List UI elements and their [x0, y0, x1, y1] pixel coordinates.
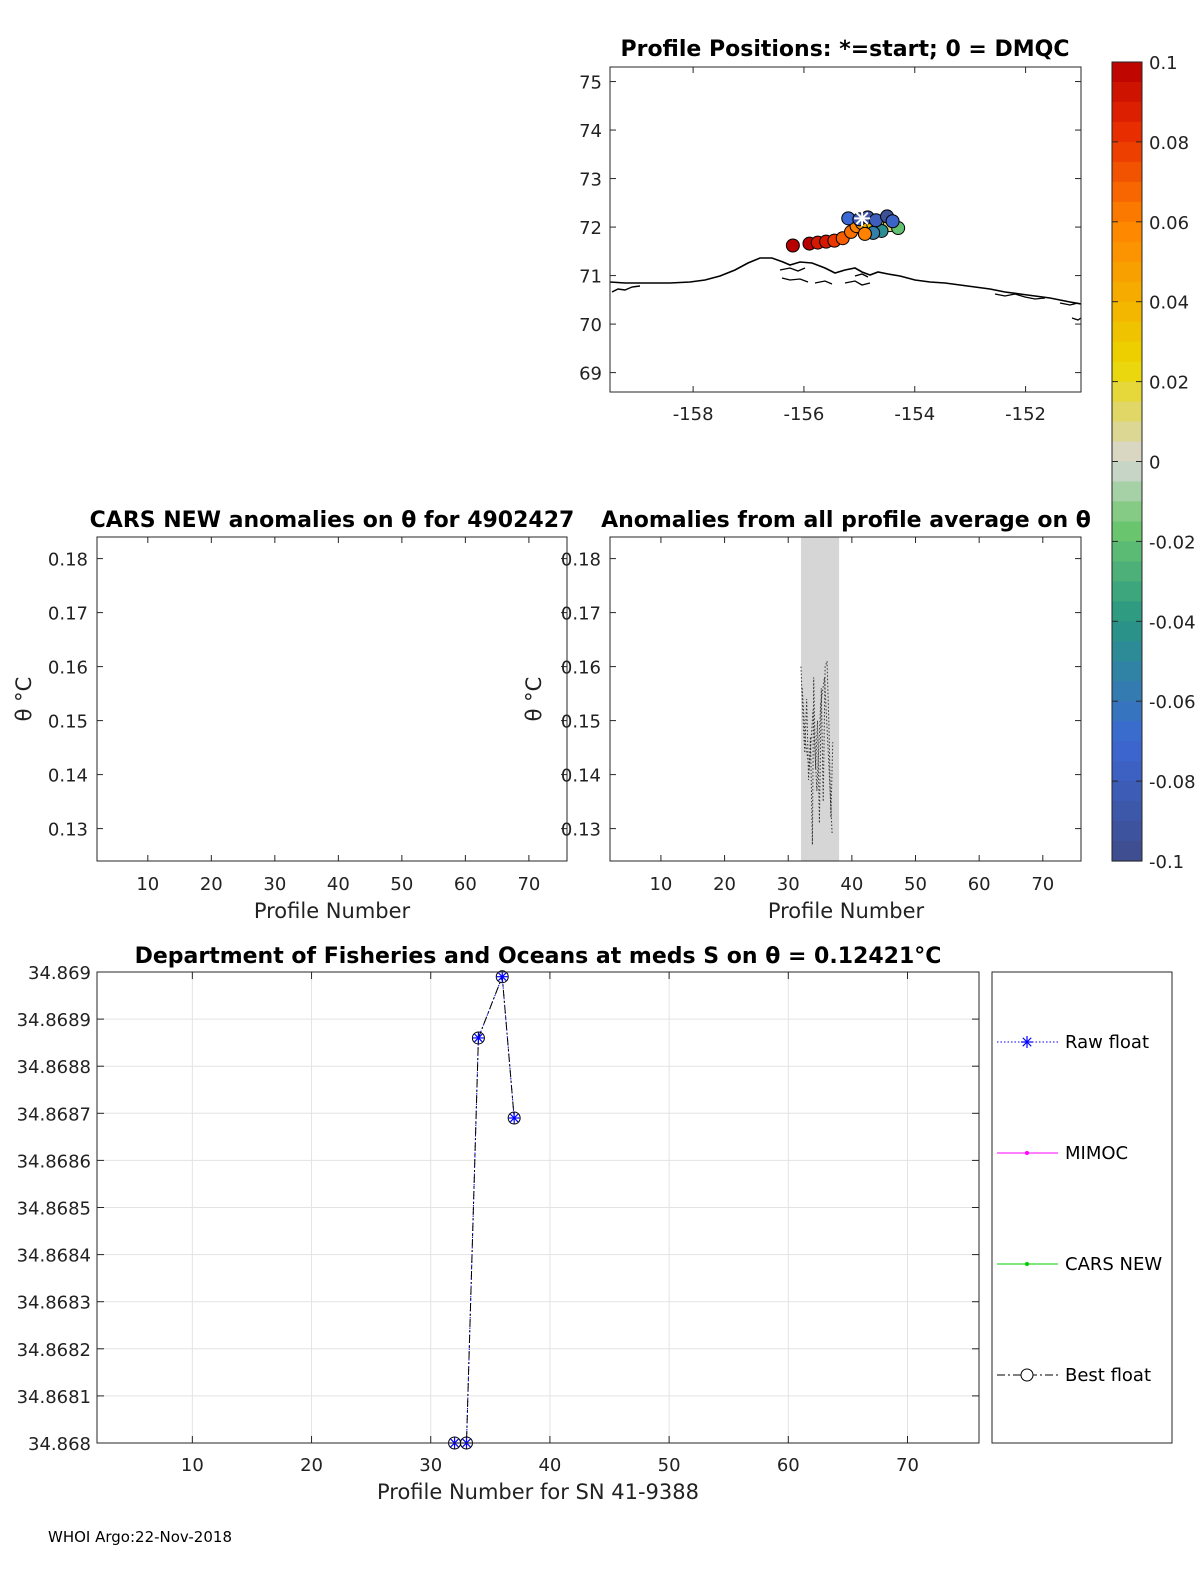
colorbar-band	[1112, 182, 1142, 203]
x-tick-label: 70	[1031, 874, 1055, 895]
colorbar-band	[1112, 82, 1142, 103]
footer-timestamp: WHOI Argo:22-Nov-2018	[48, 1528, 232, 1546]
colorbar-tick-label: -0.02	[1149, 532, 1196, 554]
legend-label: MIMOC	[1065, 1143, 1129, 1164]
colorbar-tick-label: 0.04	[1149, 292, 1190, 314]
salinity-y-tick-label: 34.868	[28, 1434, 91, 1455]
colorbar-tick-label: 0.1	[1149, 53, 1178, 74]
map-y-tick-label: 73	[579, 169, 602, 191]
salinity-y-tick-label: 34.869	[28, 963, 91, 984]
positions-map	[579, 37, 1081, 425]
colorbar-band	[1112, 601, 1142, 622]
x-tick-label: 10	[649, 874, 673, 895]
map-y-tick-label: 69	[579, 363, 602, 385]
salinity-panel	[17, 944, 979, 1504]
colorbar-tick-label: 0.02	[1149, 372, 1190, 394]
cars-y-label: θ °C	[12, 676, 36, 722]
y-tick-label: 0.13	[47, 819, 88, 841]
colorbar-band	[1112, 661, 1142, 682]
position-point	[786, 239, 799, 252]
salinity-x-tick-label: 30	[419, 1455, 443, 1476]
salinity-y-tick-label: 34.8685	[16, 1198, 91, 1220]
cars-axes-box	[97, 537, 567, 861]
colorbar-band	[1112, 501, 1142, 522]
x-tick-label: 50	[390, 874, 414, 895]
x-tick-label: 60	[453, 874, 477, 895]
colorbar-band	[1112, 62, 1142, 83]
salinity-y-tick-label: 34.8687	[16, 1104, 91, 1126]
y-tick-label: 0.16	[47, 657, 88, 679]
legend-label: CARS NEW	[1065, 1254, 1163, 1275]
x-tick-label: 20	[199, 874, 223, 895]
x-tick-label: 10	[136, 874, 160, 895]
y-tick-label: 0.15	[47, 711, 88, 733]
salinity-x-tick-label: 10	[180, 1455, 204, 1476]
x-tick-label: 60	[967, 874, 991, 895]
colorbar-band	[1112, 681, 1142, 702]
colorbar-band	[1112, 282, 1142, 303]
colorbar-band	[1112, 801, 1142, 822]
colorbar-band	[1112, 781, 1142, 802]
colorbar-band	[1112, 122, 1142, 143]
colorbar-tick-label: 0	[1149, 452, 1161, 474]
colorbar-band	[1112, 202, 1142, 223]
colorbar-band	[1112, 481, 1142, 502]
salinity-title: Department of Fisheries and Oceans at meds S on θ = 0.12421°C	[134, 944, 942, 969]
colorbar-tick-label: -0.06	[1149, 692, 1196, 714]
y-tick-label: 0.15	[560, 711, 601, 733]
profile-anom-x-label: Profile Number	[767, 899, 925, 923]
colorbar-band	[1112, 342, 1142, 363]
map-y-tick-label: 74	[579, 121, 602, 143]
x-tick-label: 40	[326, 874, 350, 895]
colorbar-band	[1112, 222, 1142, 243]
salinity-y-tick-label: 34.8686	[16, 1151, 91, 1173]
colorbar-tick-label: -0.04	[1149, 612, 1196, 634]
profile-anom-plot-area	[610, 537, 1081, 861]
colorbar-band	[1112, 302, 1142, 323]
colorbar-band	[1112, 262, 1142, 283]
legend-label: Best float	[1065, 1365, 1152, 1386]
y-tick-label: 0.14	[560, 765, 601, 787]
colorbar-band	[1112, 641, 1142, 662]
position-point	[886, 215, 899, 228]
x-tick-label: 40	[840, 874, 864, 895]
y-tick-label: 0.16	[560, 657, 601, 679]
colorbar-band	[1112, 102, 1142, 123]
colorbar	[1112, 53, 1196, 873]
colorbar-band	[1112, 841, 1142, 862]
colorbar-band	[1112, 462, 1142, 483]
colorbar-band	[1112, 422, 1142, 443]
x-tick-label: 30	[776, 874, 800, 895]
map-y-tick-label: 70	[579, 315, 602, 337]
x-tick-label: 20	[713, 874, 737, 895]
legend	[992, 972, 1172, 1443]
salinity-x-label: Profile Number for SN 41-9388	[376, 1480, 700, 1504]
colorbar-band	[1112, 382, 1142, 403]
map-y-tick-label: 71	[579, 266, 602, 288]
legend-label: Raw float	[1065, 1032, 1150, 1053]
colorbar-band	[1112, 402, 1142, 423]
map-x-tick-label: -152	[1005, 404, 1047, 425]
y-tick-label: 0.18	[560, 549, 601, 571]
salinity-y-tick-label: 34.8684	[16, 1245, 91, 1267]
y-tick-label: 0.13	[560, 819, 601, 841]
colorbar-tick-label: 0.06	[1149, 212, 1190, 234]
profile-anom-y-label: θ °C	[522, 676, 546, 722]
colorbar-band	[1112, 242, 1142, 263]
salinity-x-tick-label: 40	[538, 1455, 562, 1476]
map-x-tick-label: -156	[783, 404, 825, 425]
map-x-tick-label: -158	[672, 404, 714, 425]
salinity-y-tick-label: 34.8689	[16, 1010, 91, 1032]
map-x-tick-label: -154	[894, 404, 936, 425]
salinity-x-tick-label: 50	[657, 1455, 681, 1476]
colorbar-band	[1112, 821, 1142, 842]
colorbar-band	[1112, 761, 1142, 782]
colorbar-tick-label: -0.1	[1149, 852, 1185, 873]
colorbar-band	[1112, 701, 1142, 722]
colorbar-band	[1112, 162, 1142, 183]
salinity-y-tick-label: 34.8682	[16, 1339, 91, 1361]
salinity-y-tick-label: 34.8688	[16, 1057, 91, 1079]
salinity-x-tick-label: 20	[300, 1455, 323, 1476]
cars-title: CARS NEW anomalies on θ for 4902427	[89, 508, 575, 533]
x-tick-label: 70	[517, 874, 541, 895]
salinity-y-tick-label: 34.8683	[16, 1292, 91, 1314]
colorbar-band	[1112, 541, 1142, 562]
y-tick-label: 0.18	[47, 549, 88, 571]
colorbar-band	[1112, 322, 1142, 343]
colorbar-band	[1112, 442, 1142, 463]
colorbar-band	[1112, 581, 1142, 602]
map-y-tick-label: 75	[579, 72, 602, 94]
colorbar-band	[1112, 362, 1142, 383]
raw-float-marker	[509, 1113, 520, 1124]
salinity-y-tick-label: 34.8681	[16, 1386, 91, 1408]
start-marker	[854, 210, 870, 226]
colorbar-band	[1112, 561, 1142, 582]
x-tick-label: 30	[263, 874, 287, 895]
profile-anomalies-panel	[522, 537, 1081, 923]
map-title: Profile Positions: *=start; 0 = DMQC	[620, 37, 1070, 62]
raw-float-marker	[473, 1032, 484, 1043]
cars-x-label: Profile Number	[253, 899, 411, 923]
profile-anom-title: Anomalies from all profile average on θ	[601, 508, 1091, 533]
cars-anomalies-panel	[12, 537, 567, 923]
colorbar-band	[1112, 741, 1142, 762]
map-y-tick-label: 72	[579, 218, 602, 240]
colorbar-band	[1112, 142, 1142, 163]
x-tick-label: 50	[904, 874, 927, 895]
colorbar-band	[1112, 521, 1142, 542]
y-tick-label: 0.14	[47, 765, 88, 787]
colorbar-tick-label: -0.08	[1149, 772, 1196, 794]
colorbar-band	[1112, 721, 1142, 742]
colorbar-band	[1112, 621, 1142, 642]
raw-float-marker	[497, 971, 508, 982]
y-tick-label: 0.17	[47, 603, 88, 625]
salinity-x-tick-label: 70	[896, 1455, 919, 1476]
position-point	[858, 227, 871, 240]
salinity-x-tick-label: 60	[776, 1455, 800, 1476]
colorbar-tick-label: 0.08	[1149, 132, 1190, 154]
y-tick-label: 0.17	[560, 603, 601, 625]
